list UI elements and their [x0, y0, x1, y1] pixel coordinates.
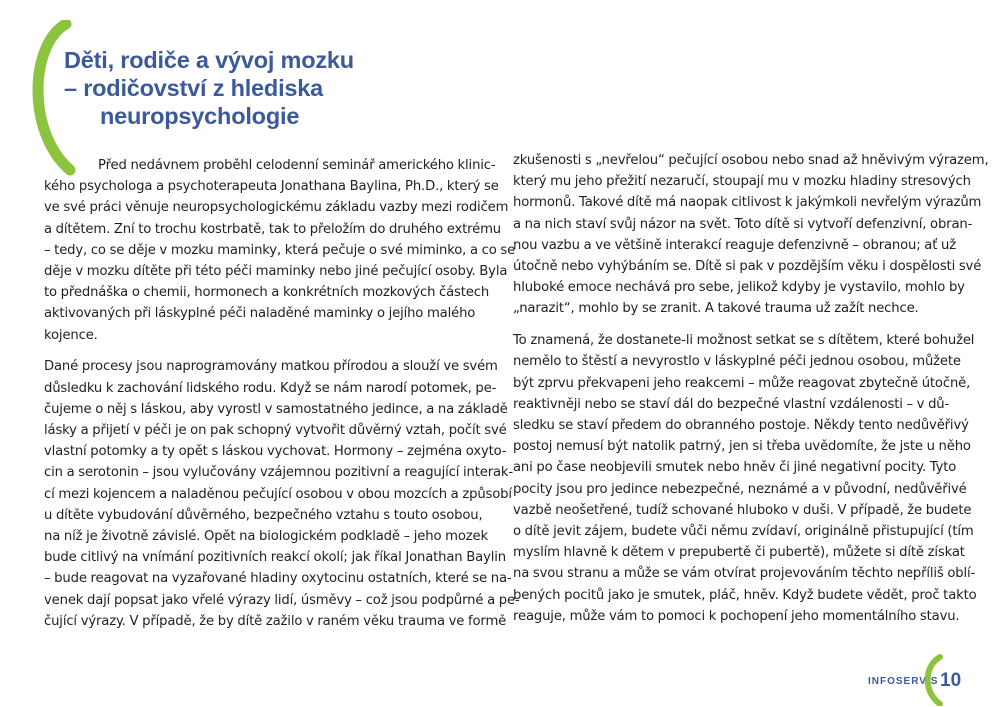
text-line: cin a serotonin – jsou vylučovány vzájemnou pozitivní a reagující interak- — [44, 465, 514, 481]
text-line: postoj nemusí být natolik patrný, jen si třeba uvědomíte, že jste u něho — [513, 439, 971, 455]
text-line: Před nedávnem proběhl celodenní seminář amerického klinic- — [98, 158, 496, 173]
text-line: bude citlivý na vnímání pozitivních reakcí okolí; jak říkal Jonathan Baylin — [44, 550, 506, 566]
text-line: ani po čase neobjevili smutek nebo hněv či jiné negativní pocity. Tyto — [513, 460, 957, 476]
text-line: bených pocitů jako je smutek, pláč, hněv. Když budete vědět, proč takto — [513, 587, 977, 603]
text-line: a dítětem. Zní to trochu kostrbatě, tak to přeložím do druhého extrému — [44, 221, 501, 237]
footer-brand: INFOSERVIS — [868, 676, 939, 687]
text-line: vlastní potomky a ty opět s láskou vychovat. Hormony – zejména oxyto- — [44, 444, 507, 460]
text-line: který mu jeho přežití nezaručí, stoupají mu v mozku hladiny stresových — [513, 174, 971, 190]
text-line: nou vazbu a ve většině interakcí reaguje defenzivně – obranou; ať už — [513, 237, 956, 253]
text-line: hluboké emoce nechává pro sebe, jelikož kdyby je vystavilo, mohlo by — [513, 280, 965, 296]
text-line: zkušenosti s „nevřelou“ pečující osobou nebo snad až hněvivým výrazem, — [513, 153, 989, 168]
text-line: – bude reagovat na vyzařované hladiny oxytocinu ostatních, které se na- — [44, 571, 512, 587]
article-title — [64, 46, 354, 130]
paragraph — [44, 356, 520, 632]
text-line: u dítěte vybudování důvěrného, bezpečného vztahu s touto osobou, — [44, 507, 483, 523]
page-number: 10 — [940, 670, 962, 691]
text-line: sledku se staví předem do obranného postoje. Někdy tento nedůvěřivý — [513, 417, 969, 433]
text-line: čující výrazy. V případě, že by dítě zažilo v raném věku trauma ve formě — [44, 613, 507, 629]
paragraph — [513, 330, 977, 627]
paragraph — [513, 150, 989, 320]
text-line: o dítě jevit zájem, budete vůči němu zvídaví, originálně přistupující (tím — [513, 523, 974, 539]
text-line: nemělo to štěstí a nevyrostlo v láskyplné péči jednou osobou, můžete — [513, 354, 961, 370]
text-line: to přednáška o chemii, hormonech a konkrétních mozkových částech — [44, 285, 490, 301]
text-line: Dané procesy jsou naprogramovány matkou přírodou a slouží ve svém — [44, 359, 498, 375]
title-line: neuropsychologie — [100, 103, 300, 129]
text-line: útočně nebo vyhýbáním se. Dítě si pak v pozdějším věku i dospělosti své — [513, 259, 982, 275]
text-line: lásky a přijetí v péči je on pak schopný vytvořit důvěrný vztah, počít své — [44, 422, 507, 438]
text-line: na svou stranu a může se vám otvírat projevováním těchto nepříliš oblí- — [513, 566, 976, 582]
title-line: – rodičovství z hlediska — [64, 75, 324, 101]
text-line: kého psychologa a psychoterapeuta Jonathana Baylina, Ph.D., který se — [44, 179, 499, 195]
text-line: cí mezi kojencem a naladěnou pečující osobou v obou mozcích a způsobí — [44, 486, 512, 502]
text-line: na níž je životně závislé. Opět na biologickém podkladě – jeho mozek — [44, 528, 488, 544]
text-line: reaguje, může vám to pomoci k pochopení jeho momentálního stavu. — [513, 608, 960, 624]
left-column — [44, 155, 520, 642]
paragraph — [44, 155, 516, 346]
title-line: Děti, rodiče a vývoj mozku — [64, 47, 354, 73]
text-line: čujeme o něj s láskou, aby vyrostl v samostatného jedince, a na základě — [44, 401, 508, 417]
text-line: To znamená, že dostanete-li možnost setkat se s dítětem, které bohužel — [513, 333, 975, 349]
text-line: pocity jsou pro jedince nebezpečné, neznámé a v původní, nedůvěřivé — [513, 481, 967, 497]
text-line: „narazit“, mohlo by se zranit. A takové trauma už zažít nechce. — [513, 301, 919, 317]
text-line: děje v mozku dítěte při této péči maminky nebo jiné pečující osoby. Byla — [44, 264, 508, 280]
right-column — [513, 150, 989, 637]
text-line: aktivovaných při láskyplné péči naladěné maminky o jejího malého — [44, 306, 476, 322]
text-line: myslím hlavně k dětem v prepubertě či pubertě), můžete si dítě získat — [513, 545, 965, 561]
text-line: být zprvu překvapeni jeho reakcemi – může reagovat zbytečně útočně, — [513, 375, 971, 391]
text-line: reaktivněji nebo se staví dál do bezpečné vlastní vzdálenosti – v dů- — [513, 396, 950, 412]
text-line: hormonů. Takové dítě má naopak citlivost k jakýmkoli nevřelým výrazům — [513, 195, 982, 211]
text-line: ve své práci věnuje neuropsychologickému základu vazby mezi rodičem — [44, 200, 509, 216]
text-line: a na nich staví svůj názor na svět. Toto dítě si vytvoří defenzivní, obran- — [513, 216, 973, 232]
text-line: venek dají popsat jako vřelé výrazy lidí, úsměvy – což jsou podpůrné a pe- — [44, 592, 520, 608]
text-line: vazbě neošetřené, tudíž schované hluboko v duši. V případě, že budete — [513, 502, 972, 518]
text-line: – tedy, co se děje v mozku maminky, která pečuje o své miminko, a co se — [44, 242, 516, 258]
text-line: důsledku k zachování lidského rodu. Když se nám narodí potomek, pe- — [44, 380, 497, 396]
text-line: kojence. — [44, 327, 98, 343]
